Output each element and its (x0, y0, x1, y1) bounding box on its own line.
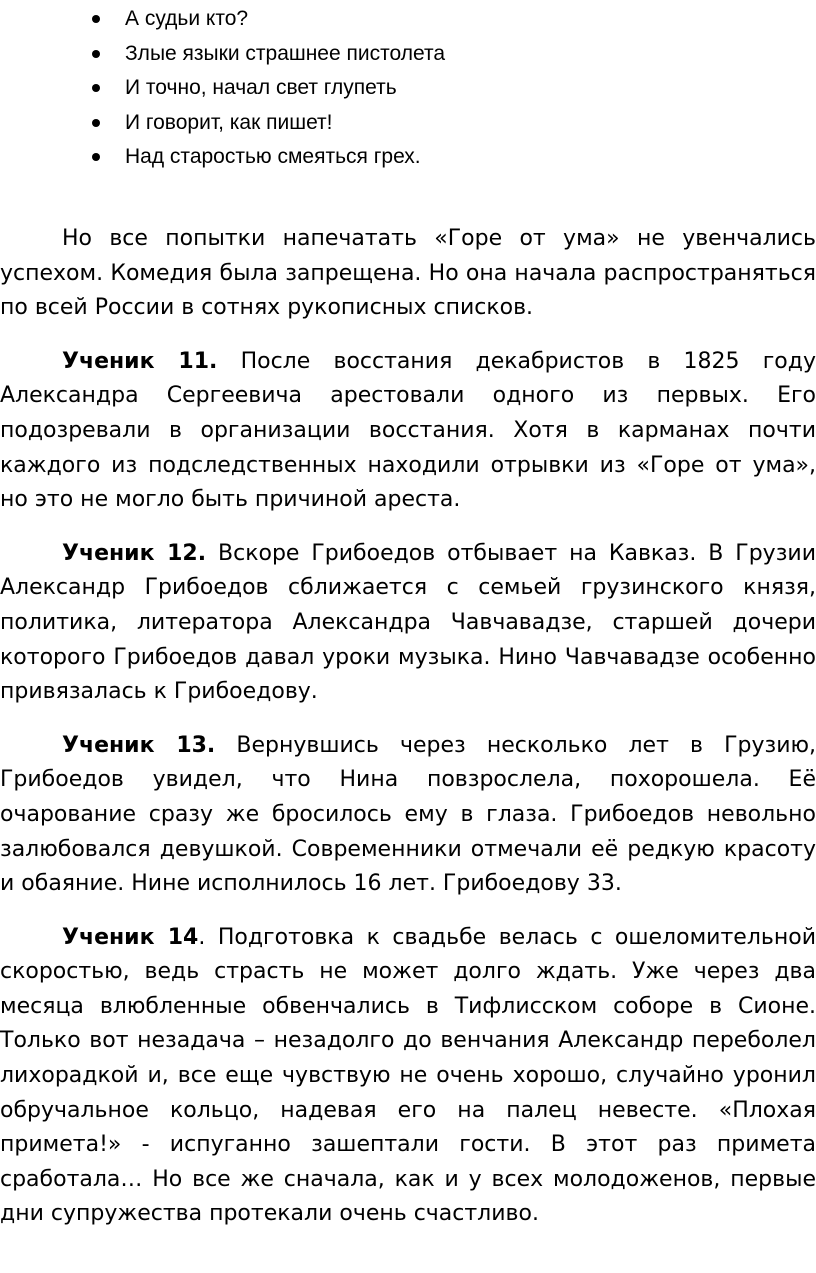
bullet-text: А судьи кто? (125, 7, 249, 30)
student-label: Ученик 14 (62, 924, 199, 950)
bullet-item (0, 140, 816, 175)
paragraph-text: Но все попытки напечатать «Горе от ума» не увенчались успехом. Комедия была запрещена. Но она начала распространяться по всей России в сотнях рукописных списков. (0, 226, 816, 321)
bullet-item (0, 2, 816, 37)
student-label: Ученик 11. (62, 348, 218, 374)
bullet-dot-icon (92, 50, 100, 58)
bullet-dot-icon (92, 15, 100, 23)
bullet-dot-icon (92, 84, 100, 92)
student-label: Ученик 13. (62, 732, 216, 758)
bullet-dot-icon (92, 153, 100, 161)
bullet-item (0, 71, 816, 106)
body-text (0, 222, 816, 1251)
paragraph-student-13 (0, 729, 816, 902)
paragraph-text: Вернувшись через несколько лет в Грузию, Грибоедов увидел, что Нина повзрослела, похорошела. Её очарование сразу же бросилось ему в глаза. Грибоедов невольно залюбовался девушкой. Современники отмечали её редкую красоту и обаяние. Нине исполнилось 16 лет. Грибоедову 33. (0, 732, 816, 897)
bullet-text: И точно, начал свет глупеть (125, 76, 397, 99)
paragraph-text: Вскоре Грибоедов отбывает на Кавказ. В Грузии Александр Грибоедов сближается с семьей грузинского князя, политика, литератора Александра Чавчавадзе, старшей дочери которого Грибоедов давал уроки музыка. Нино Чавчавадзе особенно привязалась к Грибоедову. (0, 540, 816, 705)
bullet-text: И говорит, как пишет! (125, 110, 333, 134)
paragraph-student-14 (0, 921, 816, 1232)
student-label: Ученик 12. (62, 540, 207, 566)
bullet-text: Злые языки страшнее пистолета (125, 41, 446, 65)
quote-bullet-list (0, 2, 816, 175)
paragraph-student-11 (0, 345, 816, 518)
paragraph-text: После восстания декабристов в 1825 году Александра Сергеевича арестовали одного из первых. Его подозревали в организации восстания. Хотя в карманах почти каждого из подследственных находили отрывки из «Горе от ума», но это не могло быть причиной ареста. (0, 348, 816, 513)
bullet-item (0, 37, 816, 72)
paragraph-intro (0, 222, 816, 326)
paragraph-student-12 (0, 537, 816, 710)
bullet-dot-icon (92, 119, 100, 127)
bullet-text: Над старостью смеяться грех. (125, 145, 421, 168)
bullet-item (0, 106, 816, 141)
paragraph-text: . Подготовка к свадьбе велась с ошеломительной скоростью, ведь страсть не может долго ждать. Уже через два месяца влюбленные обвенчались в Тифлисском соборе в Сионе. Только вот незадача – незадолго до венчания Александр переболел лихорадкой и, все еще чувствую не очень хорошо, случайно уронил обручальное кольцо, надевая его на палец невесте. «Плохая примета!» - испуганно зашептали гости. В этот раз примета сработала… Но все же сначала, как и у всех молодоженов, первые дни супружества протекали очень счастливо. (0, 924, 816, 1227)
